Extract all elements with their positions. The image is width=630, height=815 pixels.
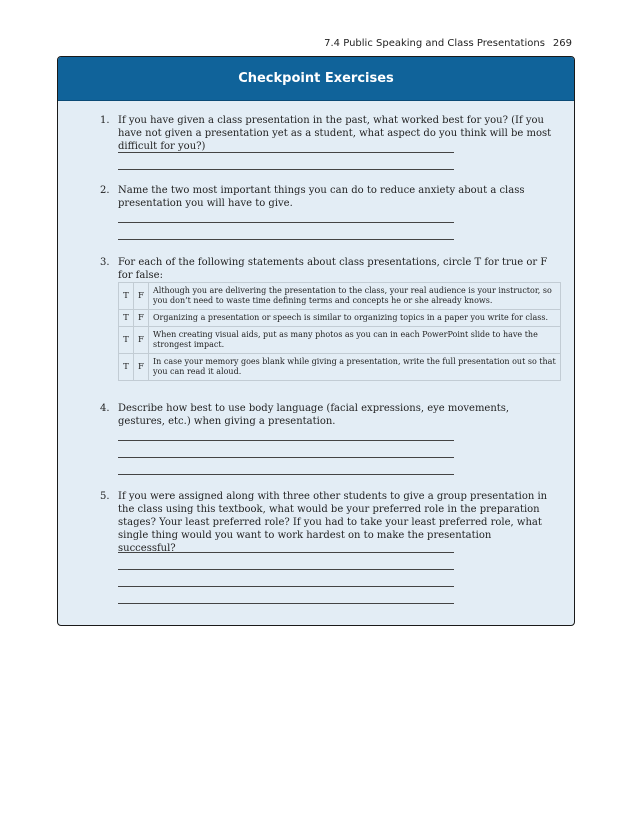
true-option[interactable]: T: [119, 283, 134, 310]
answer-line[interactable]: [118, 569, 454, 570]
question-number: 2.: [100, 185, 110, 196]
answer-line[interactable]: [118, 440, 454, 441]
table-row: [119, 310, 561, 327]
statement-text: Organizing a presentation or speech is similar to organizing topics in a paper you write for class.: [149, 310, 561, 327]
question-text: If you were assigned along with three other students to give a group presentation in the class using this textbook, what would be your preferred role in the preparation stages? Your least preferred role? If you had to take your least preferred role, what single thing would you want to work hardest on to make the presentation successful?: [118, 491, 548, 554]
question-3: [100, 256, 552, 282]
question-4: [100, 402, 552, 428]
question-number: 4.: [100, 403, 110, 414]
true-option[interactable]: T: [119, 354, 134, 381]
question-2: [100, 184, 552, 210]
question-text: Name the two most important things you can do to reduce anxiety about a class presentation you will have to give.: [118, 185, 525, 209]
false-option[interactable]: F: [134, 327, 149, 354]
answer-line[interactable]: [118, 552, 454, 553]
answer-line[interactable]: [118, 152, 454, 153]
section-title: 7.4 Public Speaking and Class Presentations: [324, 38, 545, 49]
true-option[interactable]: T: [119, 310, 134, 327]
answer-line[interactable]: [118, 169, 454, 170]
statement-text: When creating visual aids, put as many photos as you can in each PowerPoint slide to have the strongest impact.: [149, 327, 561, 354]
true-option[interactable]: T: [119, 327, 134, 354]
answer-line[interactable]: [118, 474, 454, 475]
answer-line[interactable]: [118, 222, 454, 223]
answer-line[interactable]: [118, 457, 454, 458]
true-false-table: [118, 282, 561, 381]
question-text: For each of the following statements about class presentations, circle T for true or F for false:: [118, 257, 548, 281]
false-option[interactable]: F: [134, 354, 149, 381]
running-header: [324, 38, 572, 49]
question-5: [100, 490, 552, 555]
answer-line[interactable]: [118, 603, 454, 604]
question-number: 1.: [100, 115, 110, 126]
question-1: [100, 114, 552, 153]
question-number: 3.: [100, 257, 110, 268]
page-number: 269: [552, 38, 572, 49]
table-row: [119, 354, 561, 381]
question-text: If you have given a class presentation in the past, what worked best for you? (If you have not given a presentation yet as a student, what aspect do you think will be most difficult for you?): [118, 115, 552, 152]
table-row: [119, 283, 561, 310]
table-row: [119, 327, 561, 354]
answer-line[interactable]: [118, 239, 454, 240]
false-option[interactable]: F: [134, 310, 149, 327]
question-text: Describe how best to use body language (facial expressions, eye movements, gestures, etc.) when giving a presentation.: [118, 403, 510, 427]
statement-text: In case your memory goes blank while giving a presentation, write the full presentation out so that you can read it aloud.: [149, 354, 561, 381]
checkpoint-exercises-box: [57, 56, 575, 626]
answer-line[interactable]: [118, 586, 454, 587]
box-title: Checkpoint Exercises: [58, 57, 574, 101]
statement-text: Although you are delivering the presentation to the class, your real audience is your instructor, so you don’t need to waste time defining terms and concepts he or she already knows.: [149, 283, 561, 310]
false-option[interactable]: F: [134, 283, 149, 310]
question-number: 5.: [100, 491, 110, 502]
